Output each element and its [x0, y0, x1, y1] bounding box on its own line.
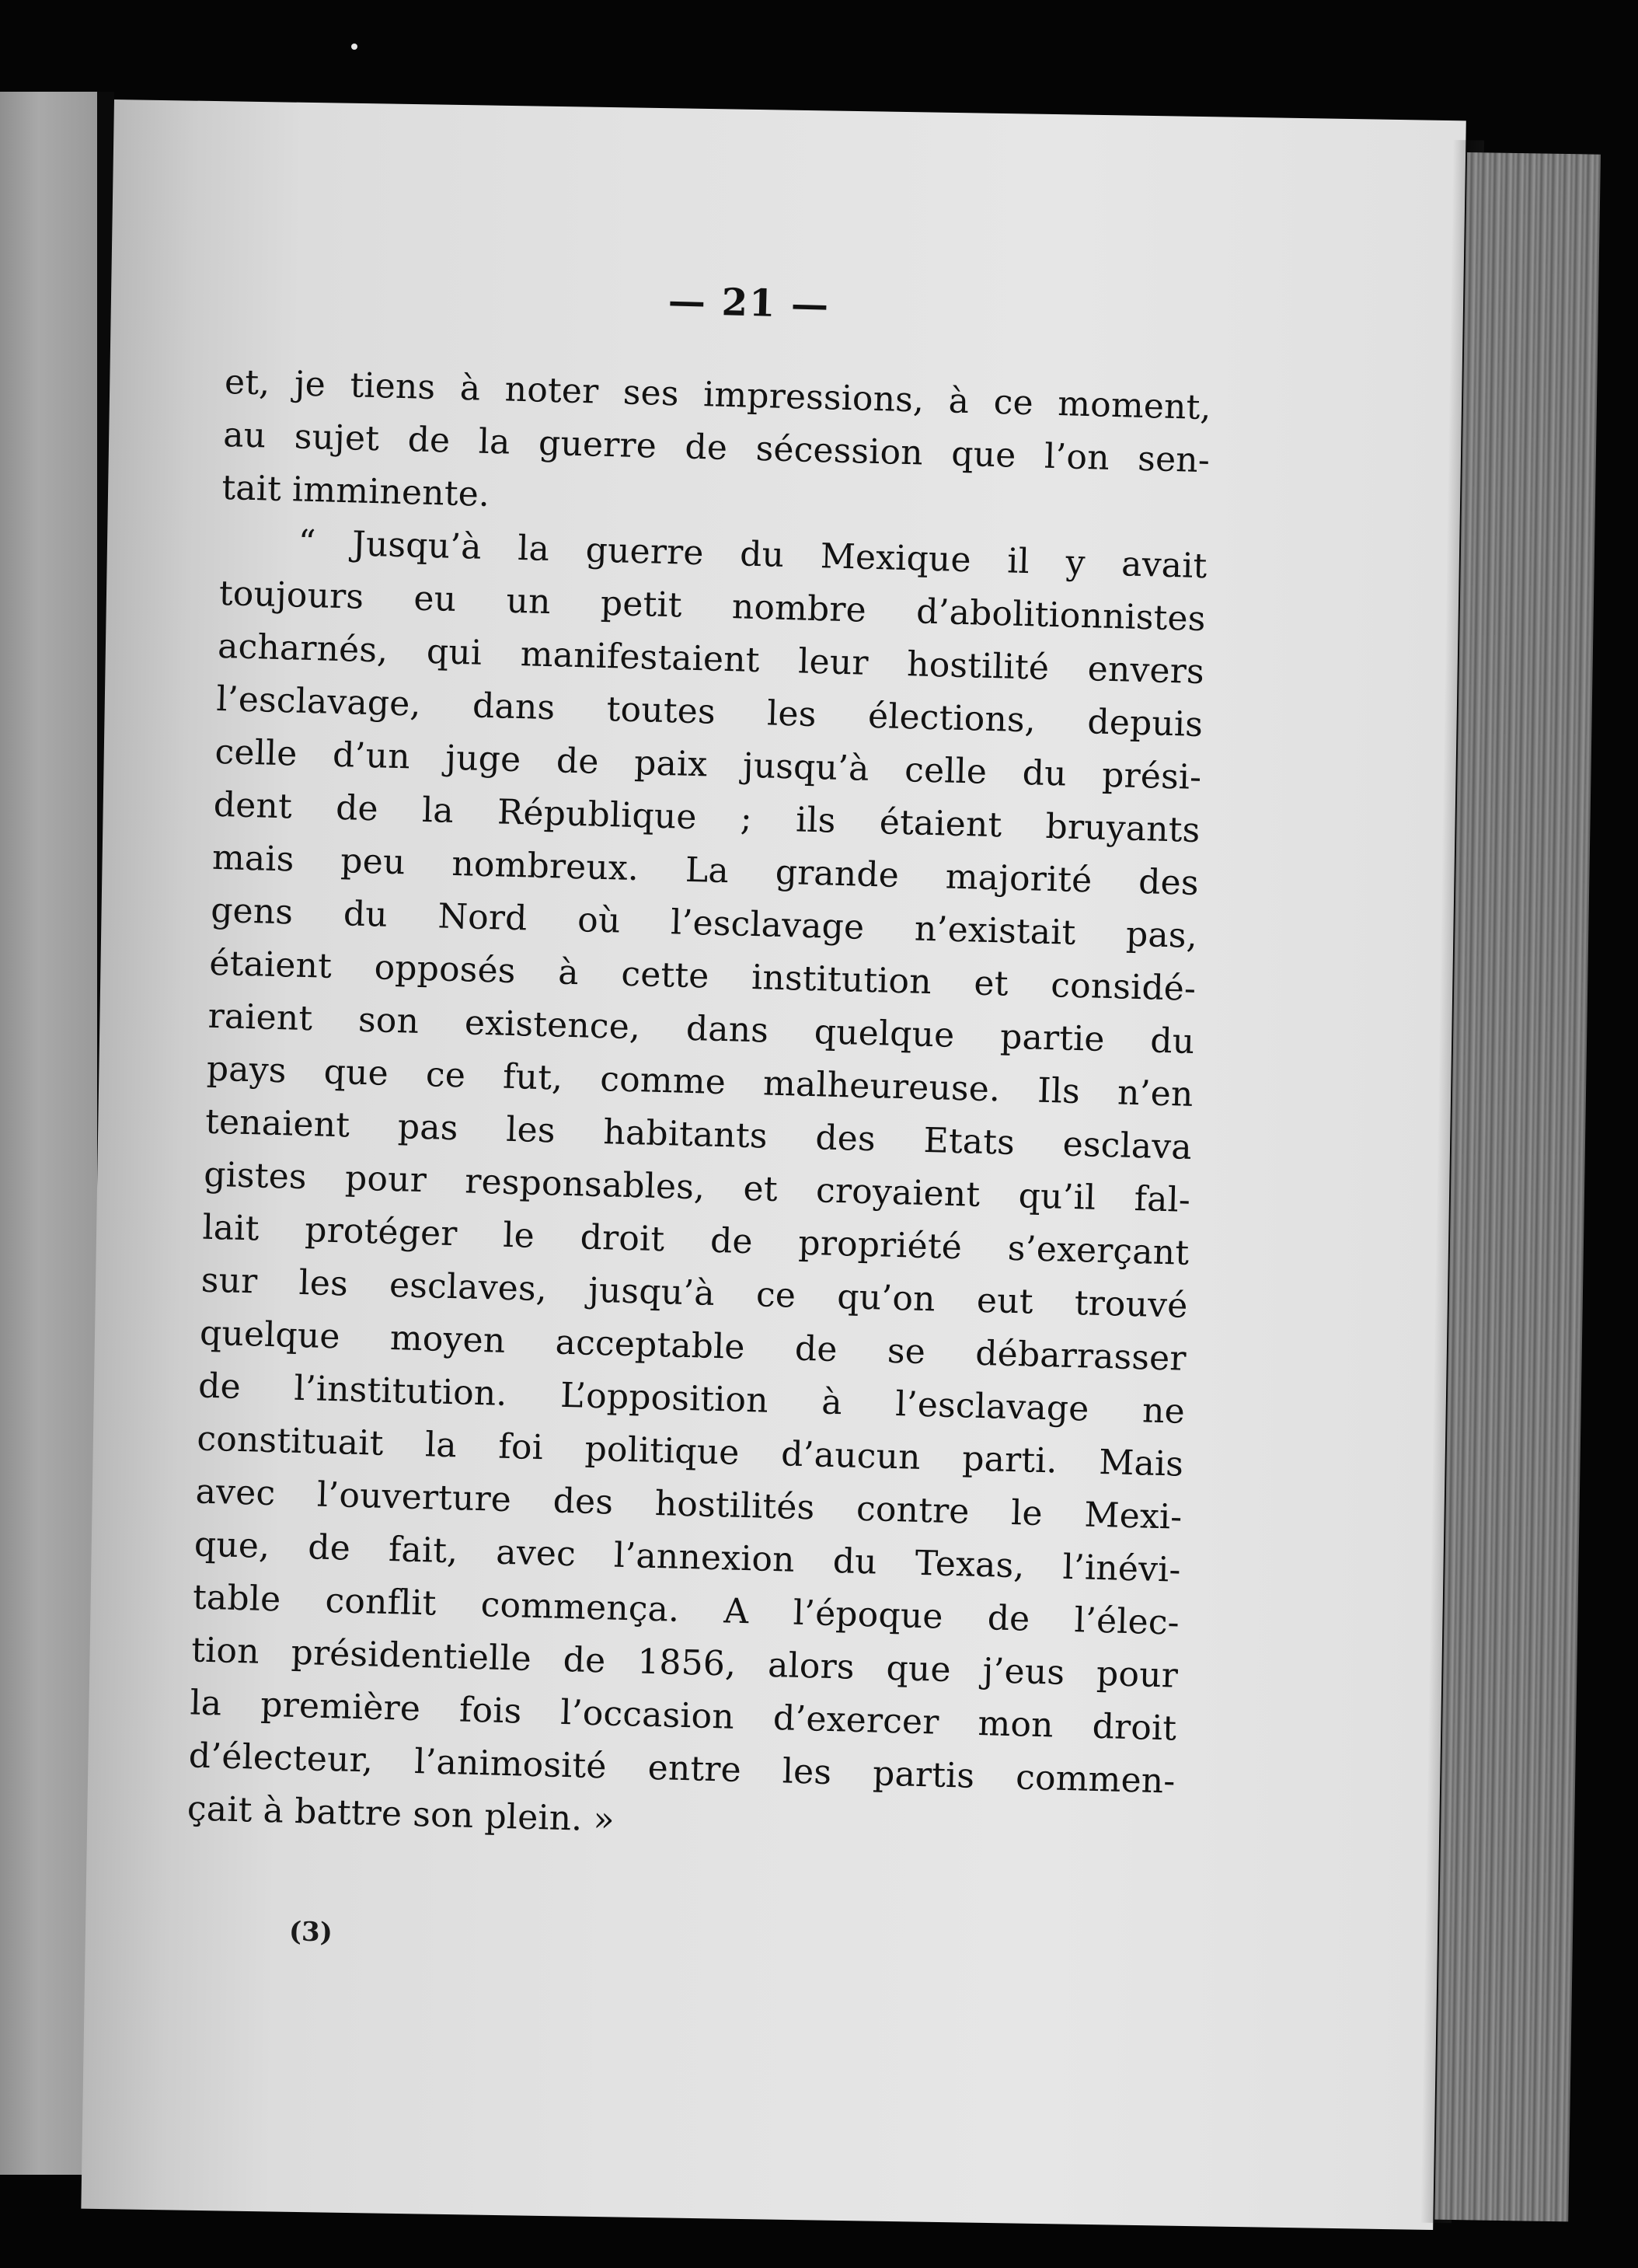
text-line: mais peu nombreux. La grande majorité des — [211, 837, 1200, 904]
text-line: table conflit commença. A l’époque de l’élec- — [192, 1577, 1180, 1643]
text-line: tenaient pas les habitants des Etats esclava — [204, 1101, 1193, 1167]
text-line: au sujet de la guerre de sécession que l’on sen- — [222, 414, 1211, 481]
left-adjacent-page — [0, 92, 97, 2175]
text-line: et, je tiens à noter ses impressions, à ce moment, — [224, 361, 1212, 428]
text-line: de l’institution. L’opposition à l’esclavage ne — [197, 1366, 1186, 1432]
text-line: avec l’ouverture des hostilités contre le Mexi- — [195, 1471, 1183, 1537]
text-line: toujours eu un petit nombre d’abolitionnistes — [218, 573, 1207, 640]
text-line: acharnés, qui manifestaient leur hostilité envers — [217, 626, 1205, 693]
text-line: raient son existence, dans quelque partie du — [207, 996, 1195, 1062]
text-line: tion présidentielle de 1856, alors que j’eus pour — [190, 1630, 1179, 1696]
text-line: celle d’un juge de paix jusqu’à celle du prési- — [214, 731, 1202, 798]
page-number: — 21 — — [667, 279, 831, 327]
text-line: pays que ce fut, comme malheureuse. Ils n’en — [206, 1049, 1194, 1115]
text-line: quelque moyen acceptable de se débarrasser — [199, 1313, 1187, 1379]
signature-mark: (3) — [288, 1916, 333, 1949]
text-line: dent de la République ; ils étaient bruyants — [213, 784, 1201, 851]
text-line: d’électeur, l’animosité entre les partis commen- — [188, 1736, 1176, 1802]
text-line: constituait la foi politique d’aucun parti. Mais — [196, 1418, 1184, 1485]
text-line: que, de fait, avec l’annexion du Texas, l’inévi- — [193, 1524, 1182, 1590]
text-line: gistes pour responsables, et croyaient qu’il fal- — [203, 1154, 1191, 1220]
text-line: sur les esclaves, jusqu’à ce qu’on eut trouvé — [200, 1260, 1189, 1326]
text-line: çait à battre son plein. » — [186, 1788, 615, 1840]
text-line: l’esclavage, dans toutes les élections, depuis — [215, 679, 1204, 745]
scan-speck — [351, 44, 357, 50]
body-text — [186, 356, 1211, 1862]
text-line: gens du Nord où l’esclavage n’existait pas, — [210, 890, 1198, 956]
text-line: étaient opposés à cette institution et considé- — [208, 943, 1197, 1009]
text-line: “ Jusqu’à la guerre du Mexique il y avait — [298, 522, 1208, 587]
text-line: tait imminente. — [221, 467, 490, 515]
text-line: lait protéger le droit de propriété s’exerçant — [201, 1207, 1190, 1273]
text-line: la première fois l’occasion d’exercer mon droit — [189, 1683, 1177, 1749]
